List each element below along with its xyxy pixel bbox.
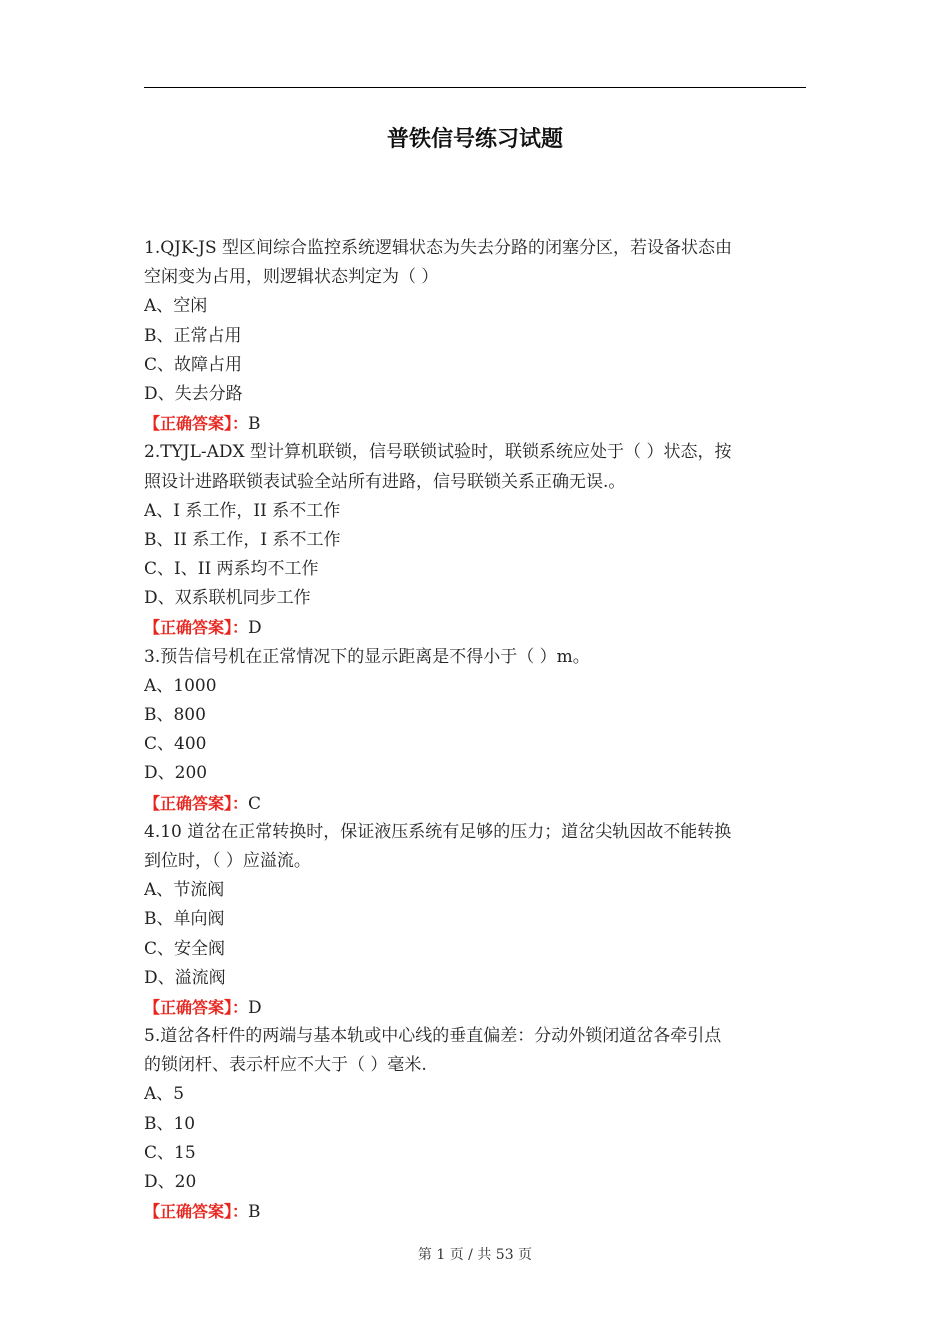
option-d: D、双系联机同步工作 xyxy=(144,588,311,609)
question-item xyxy=(144,643,806,818)
question-stem-line: 的锁闭杆、表示杆应不大于（ ）毫米. xyxy=(144,1055,427,1076)
option-d: D、溢流阀 xyxy=(144,967,226,988)
answer-value: D xyxy=(248,618,262,639)
option-c: C、400 xyxy=(144,734,207,755)
option-a: A、I 系工作，II 系不工作 xyxy=(144,500,341,521)
answer-label: 【正确答案】： xyxy=(144,1202,249,1222)
option-a: A、节流阀 xyxy=(144,880,225,901)
answer-label: 【正确答案】： xyxy=(144,997,249,1017)
header-rule xyxy=(144,87,806,88)
answer-label: 【正确答案】： xyxy=(144,793,249,813)
question-stem-line: 照设计进路联锁表试验全站所有进路，信号联锁关系正确无误.。 xyxy=(144,471,626,492)
option-b: B、800 xyxy=(144,705,206,725)
answer-line xyxy=(144,1197,806,1226)
option-d: D、20 xyxy=(144,1172,197,1192)
option-c: C、I、II 两系均不工作 xyxy=(144,559,319,580)
option-b: B、正常占用 xyxy=(144,325,242,346)
answer-line xyxy=(144,993,806,1022)
question-stem-line: 1.QJK-JS 型区间综合监控系统逻辑状态为失去分路的闭塞分区，若设备状态由 xyxy=(144,238,733,258)
question-stem-line: 4.10 道岔在正常转换时，保证液压系统有足够的压力；道岔尖轨因故不能转换 xyxy=(144,821,732,842)
option-b: B、单向阀 xyxy=(144,909,225,930)
question-stem-line: 3.预告信号机在正常情况下的显示距离是不得小于（ ）m。 xyxy=(144,646,590,667)
question-list xyxy=(144,234,806,1226)
question-item xyxy=(144,438,806,642)
option-d: D、200 xyxy=(144,763,208,784)
option-c: C、15 xyxy=(144,1142,196,1163)
option-c: C、安全阀 xyxy=(144,938,226,959)
answer-value: C xyxy=(248,793,262,814)
option-a: A、空闲 xyxy=(144,296,208,317)
question-stem-line: 空闲变为占用，则逻辑状态判定为（ ） xyxy=(144,267,439,288)
question-item xyxy=(144,818,806,1022)
answer-value: B xyxy=(248,1202,261,1223)
option-b: B、10 xyxy=(144,1113,196,1134)
answer-value: D xyxy=(248,997,262,1018)
page-footer: 第 1 页 / 共 53 页 xyxy=(417,1247,533,1263)
document-title: 普铁信号练习试题 xyxy=(386,127,563,152)
question-stem-line: 5.道岔各杆件的两端与基本轨或中心线的垂直偏差：分动外锁闭道岔各牵引点 xyxy=(144,1026,722,1047)
option-b: B、II 系工作，I 系不工作 xyxy=(144,529,341,550)
option-a: A、1000 xyxy=(144,675,217,696)
answer-line xyxy=(144,613,806,642)
question-item xyxy=(144,1022,806,1226)
answer-value: B xyxy=(248,414,261,435)
question-stem-line: 2.TYJL-ADX 型计算机联锁，信号联锁试验时，联锁系统应处于（ ）状态，按 xyxy=(144,442,732,463)
answer-line xyxy=(144,409,806,438)
question-stem-line: 到位时，（ ）应溢流。 xyxy=(144,850,311,871)
answer-line xyxy=(144,789,806,818)
option-d: D、失去分路 xyxy=(144,383,243,404)
answer-label: 【正确答案】： xyxy=(144,414,249,434)
question-item xyxy=(144,234,806,438)
option-c: C、故障占用 xyxy=(144,354,243,375)
answer-label: 【正确答案】： xyxy=(144,618,249,638)
option-a: A、5 xyxy=(144,1084,185,1105)
